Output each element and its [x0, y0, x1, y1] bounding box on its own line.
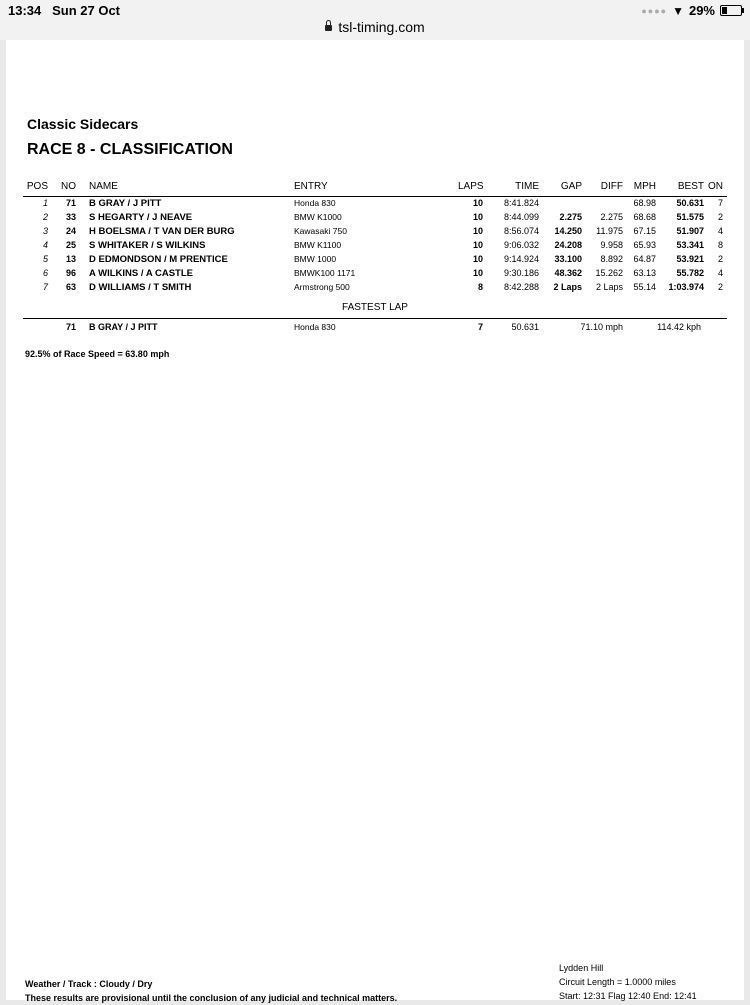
header-laps: LAPS	[458, 181, 484, 192]
cell-name: S WHITAKER / S WILKINS	[89, 240, 206, 251]
cell-entry: BMW K1100	[294, 240, 342, 250]
cell-time: 8:42.288	[503, 282, 539, 292]
cell-on: 2	[717, 282, 723, 292]
cell-time: 9:30.186	[503, 268, 539, 278]
fastest-lap-label: FASTEST LAP	[342, 302, 408, 313]
header-divider	[23, 196, 727, 197]
cell-no: 33	[65, 212, 76, 222]
table-row	[6, 254, 744, 268]
footer-right	[559, 961, 697, 1003]
disclaimer-text: These results are provisional until the conclusion of any judicial and technical matters.	[25, 993, 398, 1003]
cell-diff: 8.892	[600, 254, 623, 264]
cell-laps: 10	[472, 198, 483, 208]
cell-pos: 4	[42, 240, 48, 250]
header-best: BEST	[677, 181, 704, 192]
cell-name: D WILLIAMS / T SMITH	[89, 282, 192, 293]
cell-no: 71	[65, 198, 76, 208]
cell-no: 63	[65, 282, 76, 292]
cell-laps: 10	[472, 212, 483, 222]
cell-on: 2	[717, 212, 723, 222]
address-bar[interactable]	[0, 19, 750, 35]
status-time: 13:34	[8, 3, 42, 18]
cell-gap: 2 Laps	[553, 282, 582, 292]
cell-gap: 48.362	[554, 268, 582, 278]
cell-mph: 64.87	[633, 254, 656, 264]
cell-mph: 68.68	[633, 212, 656, 222]
cell-name: S HEGARTY / J NEAVE	[89, 212, 193, 223]
cell-mph: 67.15	[633, 226, 656, 236]
cell-entry: Kawasaki 750	[294, 226, 347, 236]
header-entry: ENTRY	[294, 181, 328, 192]
url-text: tsl-timing.com	[338, 19, 425, 35]
table-row	[6, 198, 744, 212]
cell-diff: 9.958	[600, 240, 623, 250]
cell-no: 24	[65, 226, 76, 236]
cell-gap: 24.208	[554, 240, 582, 250]
cell-pos: 5	[42, 254, 48, 264]
signal-icon: ●●●●	[641, 5, 668, 16]
header-on: ON	[708, 181, 723, 192]
cell-name: D EDMONDSON / M PRENTICE	[89, 254, 228, 265]
cell-pos: 3	[42, 226, 48, 236]
fastest-lap-mph: 71.10 mph	[580, 322, 623, 332]
cell-name: A WILKINS / A CASTLE	[89, 268, 193, 279]
battery-percent: 29%	[688, 3, 715, 18]
cell-on: 7	[717, 198, 723, 208]
cell-pos: 2	[42, 212, 48, 222]
cell-gap: 2.275	[559, 212, 582, 222]
fastest-lap-divider	[23, 318, 727, 319]
header-gap: GAP	[560, 181, 582, 192]
cell-time: 8:56.074	[503, 226, 539, 236]
cell-gap: 14.250	[554, 226, 582, 236]
cell-laps: 10	[472, 240, 483, 250]
circuit-length: Circuit Length = 1.0000 miles	[559, 977, 676, 987]
status-time-date	[8, 3, 120, 18]
status-indicators	[641, 3, 742, 18]
table-row	[6, 282, 744, 296]
cell-entry: BMW K1000	[294, 212, 342, 222]
cell-no: 13	[65, 254, 76, 264]
cell-gap: 33.100	[554, 254, 582, 264]
cell-laps: 8	[477, 282, 483, 292]
cell-diff: 11.975	[596, 226, 623, 236]
cell-no: 25	[65, 240, 76, 250]
cell-laps: 10	[472, 254, 483, 264]
cell-entry: BMW 1000	[294, 254, 337, 264]
table-header	[6, 181, 744, 195]
cell-diff: 15.262	[595, 268, 623, 278]
cell-best: 51.575	[676, 212, 704, 222]
table-row	[6, 268, 744, 282]
race-speed: 92.5% of Race Speed = 63.80 mph	[25, 349, 170, 359]
header-mph: MPH	[633, 181, 656, 192]
cell-best: 55.782	[676, 268, 704, 278]
cell-pos: 1	[42, 198, 48, 208]
cell-best: 51.907	[676, 226, 704, 236]
cell-pos: 7	[42, 282, 48, 292]
cell-name: H BOELSMA / T VAN DER BURG	[89, 226, 235, 237]
fastest-lap-lap: 7	[477, 322, 483, 332]
table-row	[6, 226, 744, 240]
cell-laps: 10	[472, 226, 483, 236]
cell-mph: 63.13	[633, 268, 656, 278]
cell-name: B GRAY / J PITT	[89, 198, 162, 209]
cell-best: 53.341	[676, 240, 704, 250]
cell-entry: Honda 830	[294, 198, 336, 208]
lock-icon	[325, 25, 332, 31]
fastest-lap-time: 50.631	[511, 322, 539, 332]
header-name: NAME	[89, 181, 118, 192]
cell-time: 8:44.099	[503, 212, 539, 222]
cell-no: 96	[65, 268, 76, 278]
weather-text: Weather / Track : Cloudy / Dry	[25, 979, 153, 989]
fastest-lap-entry: Honda 830	[294, 322, 336, 332]
header-no: NO	[61, 181, 76, 192]
fastest-lap-name: B GRAY / J PITT	[89, 322, 158, 332]
cell-entry: BMWK100 1171	[294, 268, 356, 278]
cell-entry: Armstrong 500	[294, 282, 350, 292]
page-title: RACE 8 - CLASSIFICATION	[27, 141, 233, 158]
table-row	[6, 240, 744, 254]
status-date: Sun 27 Oct	[52, 3, 121, 18]
cell-on: 4	[717, 268, 723, 278]
battery-icon	[720, 5, 742, 16]
cell-diff: 2.275	[600, 212, 623, 222]
wifi-icon: ▼	[672, 3, 684, 18]
cell-time: 9:06.032	[503, 240, 539, 250]
event-title: Classic Sidecars	[27, 116, 139, 132]
circuit-name: Lydden Hill	[559, 963, 604, 973]
cell-laps: 10	[472, 268, 483, 278]
footer-left	[25, 977, 397, 1005]
cell-pos: 6	[42, 268, 48, 278]
header-time: TIME	[515, 181, 539, 192]
cell-best: 1:03.974	[668, 282, 704, 292]
cell-on: 2	[717, 254, 723, 264]
header-pos: POS	[26, 181, 48, 192]
cell-diff: 2 Laps	[595, 282, 623, 292]
results-document	[6, 40, 744, 1003]
cell-time: 9:14.924	[503, 254, 539, 264]
fastest-lap-no: 71	[65, 322, 76, 332]
cell-mph: 65.93	[633, 240, 656, 250]
cell-mph: 68.98	[633, 198, 656, 208]
header-diff: DIFF	[600, 181, 623, 192]
table-row	[6, 212, 744, 226]
status-bar	[0, 0, 750, 40]
fastest-lap-row	[6, 322, 744, 336]
cell-best: 50.631	[676, 198, 704, 208]
cell-best: 53.921	[676, 254, 704, 264]
cell-on: 8	[717, 240, 723, 250]
race-times: Start: 12:31 Flag 12:40 End: 12:41	[559, 991, 697, 1001]
cell-on: 4	[717, 226, 723, 236]
cell-mph: 55.14	[633, 282, 656, 292]
battery-fill	[722, 7, 727, 14]
fastest-lap-kph: 114.42 kph	[657, 322, 701, 332]
cell-time: 8:41.824	[503, 198, 539, 208]
